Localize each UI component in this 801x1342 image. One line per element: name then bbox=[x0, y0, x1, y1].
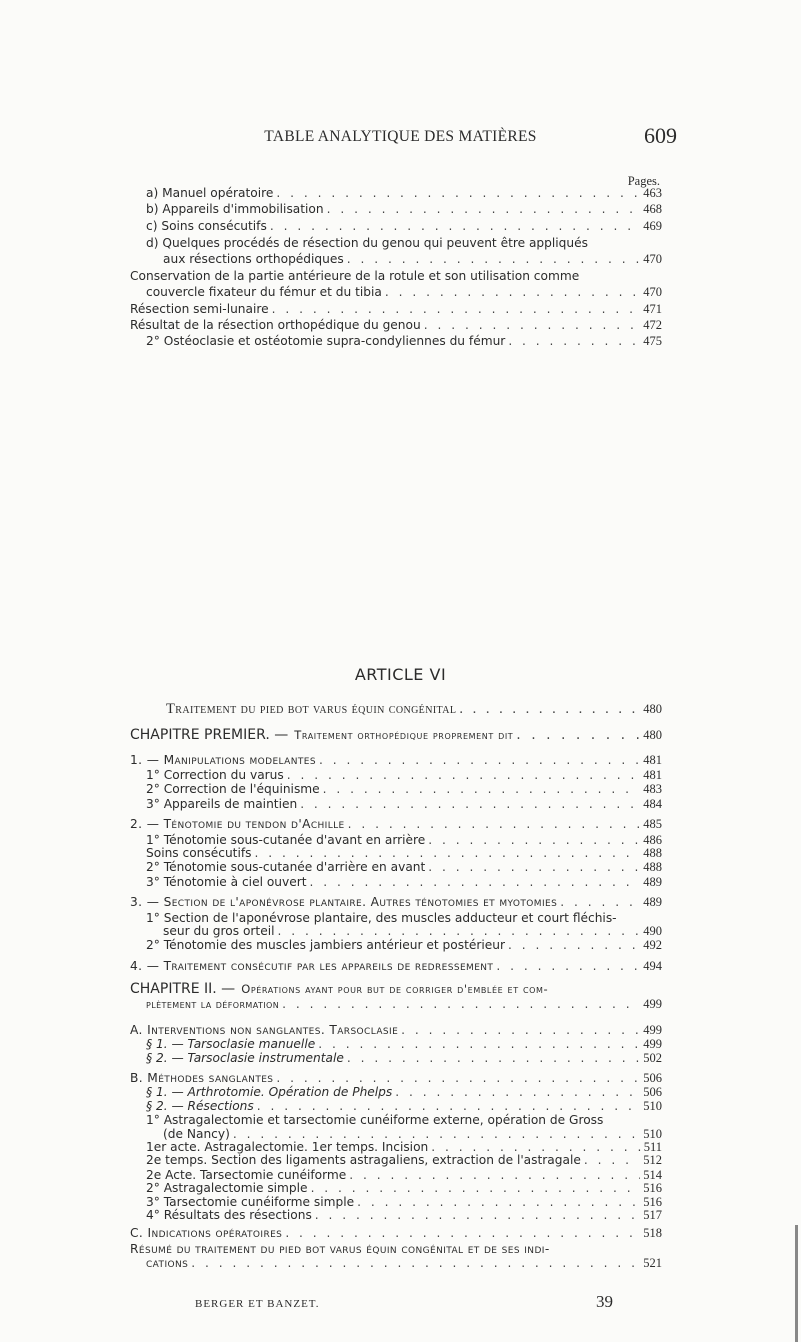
toc-page-number: 499 bbox=[643, 1037, 662, 1052]
page-edge-mark bbox=[795, 1225, 798, 1342]
toc-entry-text: 2° Astragalectomie simple bbox=[146, 1180, 308, 1195]
chapter2-subtitle-cont: plètement la déformation bbox=[146, 996, 280, 1011]
toc-entry bbox=[146, 1168, 662, 1182]
chapter2-heading-row bbox=[130, 982, 662, 996]
toc-entry bbox=[130, 1023, 662, 1037]
toc-entry bbox=[146, 875, 662, 889]
toc-entry bbox=[146, 186, 662, 200]
dot-leader bbox=[496, 959, 640, 973]
toc-entry-text: 2° Ostéoclasie et ostéotomie supra-condyliennes du fémur bbox=[146, 334, 506, 349]
article-subtitle: Traitement du pied bot varus équin congénital bbox=[166, 701, 457, 716]
dot-leader bbox=[191, 1256, 640, 1270]
toc-entry-text: b) Appareils d'immobilisation bbox=[146, 202, 324, 216]
toc-entry bbox=[130, 817, 662, 831]
toc-entry bbox=[146, 1051, 662, 1065]
toc-entry bbox=[146, 1037, 662, 1051]
toc-entry-text: 2° Correction de l'équinisme bbox=[146, 782, 320, 797]
toc-entry-text: seur du gros orteil bbox=[163, 924, 275, 939]
toc-entry-text: 2° Ténotomie des muscles jambiers antérieur et postérieur bbox=[146, 938, 506, 953]
toc-entry-text: couvercle fixateur du fémur et du tibia bbox=[146, 285, 382, 299]
toc-entry-text: 1° Ténotomie sous-cutanée d'avant en arrière bbox=[146, 833, 426, 848]
chapter2-subtitle: Opérations ayant pour but de corriger d'emblée et com- bbox=[241, 981, 549, 996]
toc-entry-text: B. Méthodes sanglantes bbox=[130, 1071, 274, 1086]
toc-entry-text: Résection semi-lunaire bbox=[130, 302, 269, 316]
toc-entry-text: A. Interventions non sanglantes. Tarsoclasie bbox=[130, 1023, 399, 1038]
toc-page-number: 472 bbox=[643, 318, 662, 332]
article-title: ARTICLE VI bbox=[354, 665, 447, 685]
dot-leader bbox=[233, 1127, 640, 1141]
toc-page-number: 470 bbox=[643, 252, 662, 266]
toc-page-number: 506 bbox=[643, 1085, 662, 1100]
toc-entry bbox=[163, 924, 662, 938]
toc-page-number: 517 bbox=[643, 1208, 662, 1223]
dot-leader bbox=[282, 997, 640, 1011]
toc-entry-text: § 1. — Arthrotomie. Opération de Phelps bbox=[146, 1085, 393, 1100]
toc-page-number: 485 bbox=[643, 817, 662, 832]
toc-entry-text: a) Manuel opératoire bbox=[146, 186, 274, 200]
toc-entry-text: Conservation de la partie antérieure de la rotule et son utilisation comme bbox=[130, 269, 580, 283]
toc-entry bbox=[146, 1113, 662, 1127]
toc-entry bbox=[146, 860, 662, 874]
toc-entry bbox=[146, 1208, 662, 1222]
dot-leader bbox=[459, 702, 640, 716]
toc-entry bbox=[130, 753, 662, 767]
dot-leader bbox=[272, 302, 641, 316]
toc-entry bbox=[146, 911, 662, 925]
toc-entry bbox=[146, 1140, 662, 1154]
dot-leader bbox=[276, 186, 640, 200]
toc-entry bbox=[163, 252, 662, 266]
toc-page-number: 483 bbox=[643, 782, 662, 797]
toc-entry-text: 1er acte. Astragalectomie. 1er temps. Incision bbox=[146, 1140, 429, 1155]
toc-entry-text: d) Quelques procédés de résection du genou qui peuvent être appliqués bbox=[146, 236, 588, 250]
toc-entry-text: 3° Appareils de maintien bbox=[146, 796, 298, 811]
toc-page-number: 506 bbox=[643, 1071, 662, 1086]
toc-entry-text: 2. — Ténotomie du tendon d'Achille bbox=[130, 817, 345, 832]
chapter1-heading-row bbox=[130, 728, 662, 742]
pages-column-label: Pages. bbox=[627, 174, 660, 188]
toc-entry bbox=[163, 1127, 662, 1141]
toc-page-number: 490 bbox=[643, 924, 662, 939]
dot-leader bbox=[287, 768, 641, 782]
toc-page-number: 469 bbox=[643, 219, 662, 233]
toc-entry bbox=[146, 1181, 662, 1195]
dot-leader bbox=[300, 797, 640, 811]
toc-entry bbox=[146, 833, 662, 847]
toc-entry bbox=[130, 269, 662, 283]
toc-entry-text: aux résections orthopédiques bbox=[163, 252, 344, 266]
dot-leader bbox=[255, 846, 641, 860]
dot-leader bbox=[560, 895, 640, 909]
dot-leader bbox=[323, 782, 641, 796]
toc-entry-text: Soins consécutifs bbox=[146, 846, 252, 861]
dot-leader bbox=[276, 1071, 640, 1085]
toc-page-number: 489 bbox=[643, 895, 662, 910]
toc-entry bbox=[146, 334, 662, 348]
toc-entry-text: C. Indications opératoires bbox=[130, 1226, 283, 1241]
toc-page-number: 502 bbox=[643, 1050, 662, 1065]
footer-signature-number: 39 bbox=[596, 1292, 613, 1311]
toc-entry-text: 4. — Traitement consécutif par les appareils de redressement bbox=[130, 959, 494, 974]
toc-entry bbox=[146, 1085, 662, 1099]
toc-entry-text: 1° Correction du varus bbox=[146, 768, 284, 783]
article-subtitle-row bbox=[166, 702, 662, 716]
dot-leader bbox=[431, 1140, 640, 1154]
toc-page-number: 512 bbox=[643, 1153, 662, 1168]
dot-leader bbox=[310, 875, 641, 889]
running-header bbox=[0, 123, 801, 158]
toc-entry bbox=[146, 1153, 662, 1167]
dot-leader bbox=[285, 1226, 640, 1240]
toc-entry-text: c) Soins consécutifs bbox=[146, 219, 267, 233]
dot-leader bbox=[584, 1153, 640, 1167]
toc-page-number: 463 bbox=[643, 186, 662, 200]
dot-leader bbox=[357, 1195, 640, 1209]
dot-leader bbox=[508, 938, 640, 952]
toc-entry-text: Résultat de la résection orthopédique du genou bbox=[130, 318, 421, 332]
toc-page-number: 484 bbox=[643, 796, 662, 811]
toc-page-number: 516 bbox=[643, 1194, 662, 1209]
toc-entry-text: § 2. — Résections bbox=[146, 1098, 254, 1113]
page-number: 609 bbox=[644, 123, 677, 148]
toc-page-number: 494 bbox=[643, 959, 662, 974]
toc-page-number: 480 bbox=[643, 728, 662, 743]
toc-entry bbox=[130, 959, 662, 973]
toc-entry bbox=[130, 302, 662, 316]
chapter1-title: CHAPITRE PREMIER. — bbox=[130, 728, 289, 743]
toc-page-number: 489 bbox=[643, 874, 662, 889]
toc-entry-text: 3° Ténotomie à ciel ouvert bbox=[146, 874, 307, 889]
dot-leader bbox=[508, 334, 640, 348]
dot-leader bbox=[385, 285, 640, 299]
toc-page-number: 470 bbox=[643, 285, 662, 299]
toc-entry-text: cations bbox=[146, 1255, 189, 1270]
toc-page-number: 481 bbox=[643, 752, 662, 767]
toc-entry bbox=[146, 797, 662, 811]
dot-leader bbox=[349, 1168, 640, 1182]
toc-entry-text: 2e Acte. Tarsectomie cunéiforme bbox=[146, 1167, 347, 1182]
dot-leader bbox=[257, 1099, 641, 1113]
toc-entry-text: 1° Section de l'aponévrose plantaire, des muscles adducteur et court fléchis- bbox=[146, 911, 617, 926]
toc-page-number: 510 bbox=[643, 1126, 662, 1141]
toc-page-number: 499 bbox=[643, 1023, 662, 1038]
toc-entry bbox=[146, 938, 662, 952]
dot-leader bbox=[347, 1051, 640, 1065]
toc-page-number: 511 bbox=[643, 1140, 662, 1155]
dot-leader bbox=[395, 1085, 640, 1099]
toc-entry bbox=[146, 768, 662, 782]
dot-leader bbox=[311, 1181, 641, 1195]
toc-entry-text: 2° Ténotomie sous-cutanée d'arrière en avant bbox=[146, 860, 426, 875]
toc-page-number: 480 bbox=[643, 701, 662, 716]
toc-page-number: 518 bbox=[643, 1226, 662, 1241]
dot-leader bbox=[319, 753, 640, 767]
toc-page-number: 481 bbox=[643, 768, 662, 783]
dot-leader bbox=[348, 817, 641, 831]
dot-leader bbox=[424, 318, 641, 332]
toc-page-number: 492 bbox=[643, 938, 662, 953]
toc-page-number: 516 bbox=[643, 1180, 662, 1195]
toc-page-number: 486 bbox=[643, 833, 662, 848]
dot-leader bbox=[428, 860, 640, 874]
toc-entry bbox=[146, 1099, 662, 1113]
footer-publisher: BERGER ET BANZET. bbox=[195, 1298, 320, 1310]
dot-leader bbox=[270, 219, 640, 233]
chapter2-heading-row-2 bbox=[146, 997, 662, 1011]
dot-leader bbox=[516, 728, 640, 742]
dot-leader bbox=[318, 1037, 640, 1051]
toc-entry-text: Résumé du traitement du pied bot varus équin congénital et de ses indi- bbox=[130, 1242, 550, 1257]
chapter2-title: CHAPITRE II. — bbox=[130, 981, 236, 996]
toc-entry bbox=[146, 1195, 662, 1209]
toc-entry bbox=[130, 1226, 662, 1240]
toc-page-number: 475 bbox=[643, 334, 662, 349]
toc-entry bbox=[146, 219, 662, 233]
running-header-title: TABLE ANALYTIQUE DES MATIÈRES bbox=[264, 128, 537, 145]
toc-entry-text: 2e temps. Section des ligaments astragaliens, extraction de l'astragale bbox=[146, 1153, 581, 1168]
toc-page-number: 488 bbox=[643, 846, 662, 861]
toc-entry bbox=[146, 846, 662, 860]
toc-entry-text: § 2. — Tarsoclasie instrumentale bbox=[146, 1050, 344, 1065]
toc-entry bbox=[130, 895, 662, 909]
toc-entry-text: 1. — Manipulations modelantes bbox=[130, 752, 316, 767]
dot-leader bbox=[347, 252, 641, 266]
toc-entry bbox=[146, 202, 662, 216]
chapter1-subtitle: Traitement orthopédique proprement dit bbox=[294, 728, 514, 743]
toc-entry-text: 1° Astragalectomie et tarsectomie cunéiforme externe, opération de Gross bbox=[146, 1112, 604, 1127]
toc-entry bbox=[130, 1071, 662, 1085]
toc-entry bbox=[146, 1256, 662, 1270]
toc-entry bbox=[146, 236, 662, 250]
dot-leader bbox=[428, 833, 640, 847]
toc-entry-text: 4° Résultats des résections bbox=[146, 1208, 312, 1223]
toc-entry-text: 3. — Section de l'aponévrose plantaire. Autres ténotomies et myotomies bbox=[130, 895, 558, 910]
dot-leader bbox=[327, 202, 641, 216]
toc-page-number: 510 bbox=[643, 1098, 662, 1113]
toc-page-number: 488 bbox=[643, 860, 662, 875]
toc-entry-text: § 1. — Tarsoclasie manuelle bbox=[146, 1037, 316, 1052]
toc-entry bbox=[146, 782, 662, 796]
toc-page-number: 471 bbox=[643, 302, 662, 316]
dot-leader bbox=[315, 1208, 640, 1222]
toc-entry-text: 3° Tarsectomie cunéiforme simple bbox=[146, 1194, 355, 1209]
toc-entry bbox=[130, 1242, 662, 1256]
toc-page-number: 499 bbox=[643, 996, 662, 1011]
toc-page-number: 468 bbox=[643, 202, 662, 216]
toc-entry bbox=[146, 285, 662, 299]
toc-page-number: 521 bbox=[643, 1255, 662, 1270]
toc-entry-text: (de Nancy) bbox=[163, 1126, 230, 1141]
dot-leader bbox=[401, 1023, 640, 1037]
dot-leader bbox=[277, 924, 640, 938]
toc-entry bbox=[130, 318, 662, 332]
toc-page-number: 514 bbox=[643, 1167, 662, 1182]
